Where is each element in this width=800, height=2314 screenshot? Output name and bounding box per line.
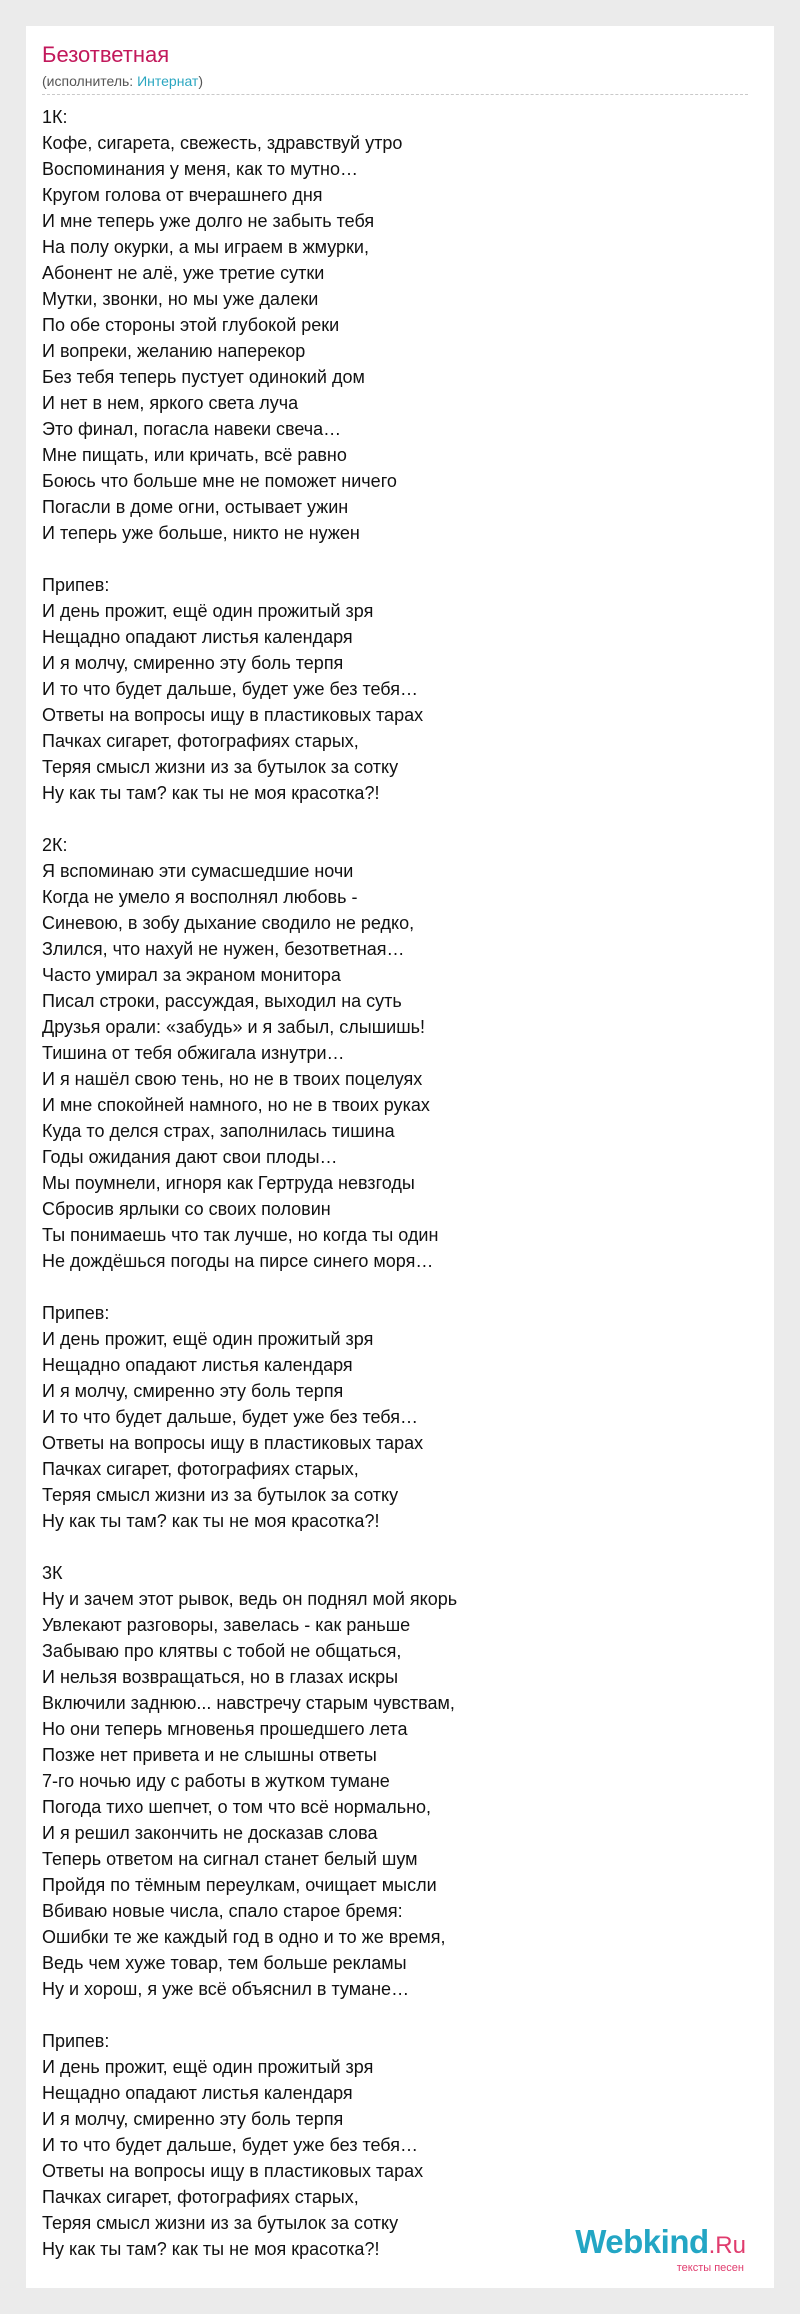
lyrics-line: Теперь ответом на сигнал станет белый шум <box>42 1849 418 1869</box>
lyrics-line: Позже нет привета и не слышны ответы <box>42 1745 377 1765</box>
lyrics-line: Пачках сигарет, фотографиях старых, <box>42 1459 359 1479</box>
lyrics-line: Я вспоминаю эти сумасшедшие ночи <box>42 861 354 881</box>
artist-suffix: ) <box>198 73 204 89</box>
lyrics-line: На полу окурки, а мы играем в жмурки, <box>42 237 369 257</box>
lyrics-line: Злился, что нахуй не нужен, безответная… <box>42 939 405 959</box>
lyrics-line: И я молчу, смиренно эту боль терпя <box>42 2109 344 2129</box>
lyrics-line: Без тебя теперь пустует одинокий дом <box>42 367 365 387</box>
lyrics-line: Ну и зачем этот рывок, ведь он поднял мой якорь <box>42 1589 458 1609</box>
lyrics-line: И то что будет дальше, будет уже без тебя… <box>42 679 418 699</box>
lyrics-line: Кругом голова от вчерашнего дня <box>42 185 323 205</box>
lyrics-line: И то что будет дальше, будет уже без тебя… <box>42 1407 418 1427</box>
lyrics-line: Погасли в доме огни, остывает ужин <box>42 497 349 517</box>
lyrics-stanza <box>42 1560 742 2002</box>
lyrics-line: Боюсь что больше мне не поможет ничего <box>42 471 397 491</box>
lyrics-line: И день прожит, ещё один прожитый зря <box>42 601 374 621</box>
logo-tagline: тексты песен <box>676 2262 744 2274</box>
lyrics-line: 3К <box>42 1563 63 1583</box>
lyrics-line: Часто умирал за экраном монитора <box>42 965 341 985</box>
lyrics-line: Теряя смысл жизни из за бутылок за сотку <box>42 1485 399 1505</box>
lyrics-line: Включили заднюю... навстречу старым чувствам, <box>42 1693 455 1713</box>
artist-prefix: (исполнитель: <box>42 73 138 89</box>
lyrics-line: Синевою, в зобу дыхание сводило не редко, <box>42 913 415 933</box>
lyrics-line: И то что будет дальше, будет уже без тебя… <box>42 2135 418 2155</box>
lyrics-stanza <box>42 832 742 1274</box>
lyrics-line: Ты понимаешь что так лучше, но когда ты один <box>42 1225 439 1245</box>
lyrics-line: Ответы на вопросы ищу в пластиковых тарах <box>42 705 424 725</box>
lyrics-line: И я решил закончить не досказав слова <box>42 1823 378 1843</box>
lyrics-line: И я нашёл свою тень, но не в твоих поцелуях <box>42 1069 423 1089</box>
lyrics-line: Ошибки те же каждый год в одно и то же время, <box>42 1927 446 1947</box>
lyrics-line: Абонент не алё, уже третие сутки <box>42 263 325 283</box>
lyrics-line: И нельзя возвращаться, но в глазах искры <box>42 1667 399 1687</box>
lyrics-line: 7-го ночью иду с работы в жутком тумане <box>42 1771 390 1791</box>
lyrics-line: Ответы на вопросы ищу в пластиковых тарах <box>42 1433 424 1453</box>
lyrics-line: Кофе, сигарета, свежесть, здравствуй утро <box>42 133 403 153</box>
lyrics-line: И я молчу, смиренно эту боль терпя <box>42 653 344 673</box>
lyrics-line: И нет в нем, яркого света луча <box>42 393 299 413</box>
lyrics-line: Пачках сигарет, фотографиях старых, <box>42 2187 359 2207</box>
lyrics-line: Мутки, звонки, но мы уже далеки <box>42 289 319 309</box>
lyrics-line: И я молчу, смиренно эту боль терпя <box>42 1381 344 1401</box>
lyrics-line: Когда не умело я восполнял любовь - <box>42 887 358 907</box>
lyrics-line: И мне теперь уже долго не забыть тебя <box>42 211 375 231</box>
lyrics-line: Ведь чем хуже товар, тем больше рекламы <box>42 1953 407 1973</box>
lyrics-line: Воспоминания у меня, как то мутно… <box>42 159 358 179</box>
lyrics-text <box>42 104 742 2288</box>
lyrics-stanza <box>42 572 742 806</box>
artist-line <box>42 72 203 90</box>
lyrics-line: И мне спокойней намного, но не в твоих руках <box>42 1095 430 1115</box>
logo-tld: .Ru <box>708 2232 746 2259</box>
lyrics-line: Тишина от тебя обжигала изнутри… <box>42 1043 345 1063</box>
lyrics-line: Куда то делся страх, заполнилась тишина <box>42 1121 395 1141</box>
lyrics-line: Теряя смысл жизни из за бутылок за сотку <box>42 757 399 777</box>
lyrics-line: Припев: <box>42 2031 110 2051</box>
lyrics-line: Вбиваю новые числа, спало старое бремя: <box>42 1901 403 1921</box>
lyrics-line: Мне пищать, или кричать, всё равно <box>42 445 347 465</box>
lyrics-line: И вопреки, желанию наперекор <box>42 341 306 361</box>
lyrics-line: И теперь уже больше, никто не нужен <box>42 523 360 543</box>
lyrics-line: Писал строки, рассуждая, выходил на суть <box>42 991 402 1011</box>
lyrics-line: Ну как ты там? как ты не моя красотка?! <box>42 783 380 803</box>
lyrics-line: Припев: <box>42 575 110 595</box>
lyrics-stanza <box>42 104 742 546</box>
lyrics-card <box>26 26 774 2288</box>
lyrics-line: Погода тихо шепчет, о том что всё нормально, <box>42 1797 432 1817</box>
lyrics-line: Забываю про клятвы с тобой не общаться, <box>42 1641 402 1661</box>
lyrics-line: Пачках сигарет, фотографиях старых, <box>42 731 359 751</box>
lyrics-line: По обе стороны этой глубокой реки <box>42 315 340 335</box>
webkind-logo[interactable] <box>575 2224 746 2274</box>
lyrics-line: И день прожит, ещё один прожитый зря <box>42 2057 374 2077</box>
lyrics-line: Друзья орали: «забудь» и я забыл, слышишь! <box>42 1017 426 1037</box>
song-title: Безответная <box>42 42 170 67</box>
lyrics-line: Не дождёшься погоды на пирсе синего моря… <box>42 1251 434 1271</box>
lyrics-line: Ну как ты там? как ты не моя красотка?! <box>42 2239 380 2259</box>
lyrics-stanza <box>42 1300 742 1534</box>
logo-name: Webkind <box>575 2223 709 2260</box>
lyrics-line: 1К: <box>42 107 68 127</box>
lyrics-line: Но они теперь мгновенья прошедшего лета <box>42 1719 408 1739</box>
lyrics-line: Ну и хорош, я уже всё объяснил в тумане… <box>42 1979 410 1999</box>
lyrics-line: Пройдя по тёмным переулкам, очищает мысли <box>42 1875 437 1895</box>
lyrics-line: Нещадно опадают листья календаря <box>42 1355 353 1375</box>
lyrics-line: Годы ожидания дают свои плоды… <box>42 1147 338 1167</box>
lyrics-line: Припев: <box>42 1303 110 1323</box>
lyrics-line: Теряя смысл жизни из за бутылок за сотку <box>42 2213 399 2233</box>
lyrics-line: Это финал, погасла навеки свеча… <box>42 419 342 439</box>
lyrics-line: И день прожит, ещё один прожитый зря <box>42 1329 374 1349</box>
lyrics-line: Сбросив ярлыки со своих половин <box>42 1199 331 1219</box>
lyrics-line: Нещадно опадают листья календаря <box>42 2083 353 2103</box>
artist-link[interactable]: Интернат <box>137 73 199 89</box>
lyrics-line: Ну как ты там? как ты не моя красотка?! <box>42 1511 380 1531</box>
lyrics-line: Нещадно опадают листья календаря <box>42 627 353 647</box>
logo-wordmark <box>575 2224 746 2264</box>
lyrics-line: 2К: <box>42 835 68 855</box>
lyrics-line: Ответы на вопросы ищу в пластиковых тарах <box>42 2161 424 2181</box>
lyrics-line: Мы поумнели, игноря как Гертруда невзгоды <box>42 1173 415 1193</box>
lyrics-line: Увлекают разговоры, завелась - как раньше <box>42 1615 411 1635</box>
title-divider <box>42 94 748 95</box>
